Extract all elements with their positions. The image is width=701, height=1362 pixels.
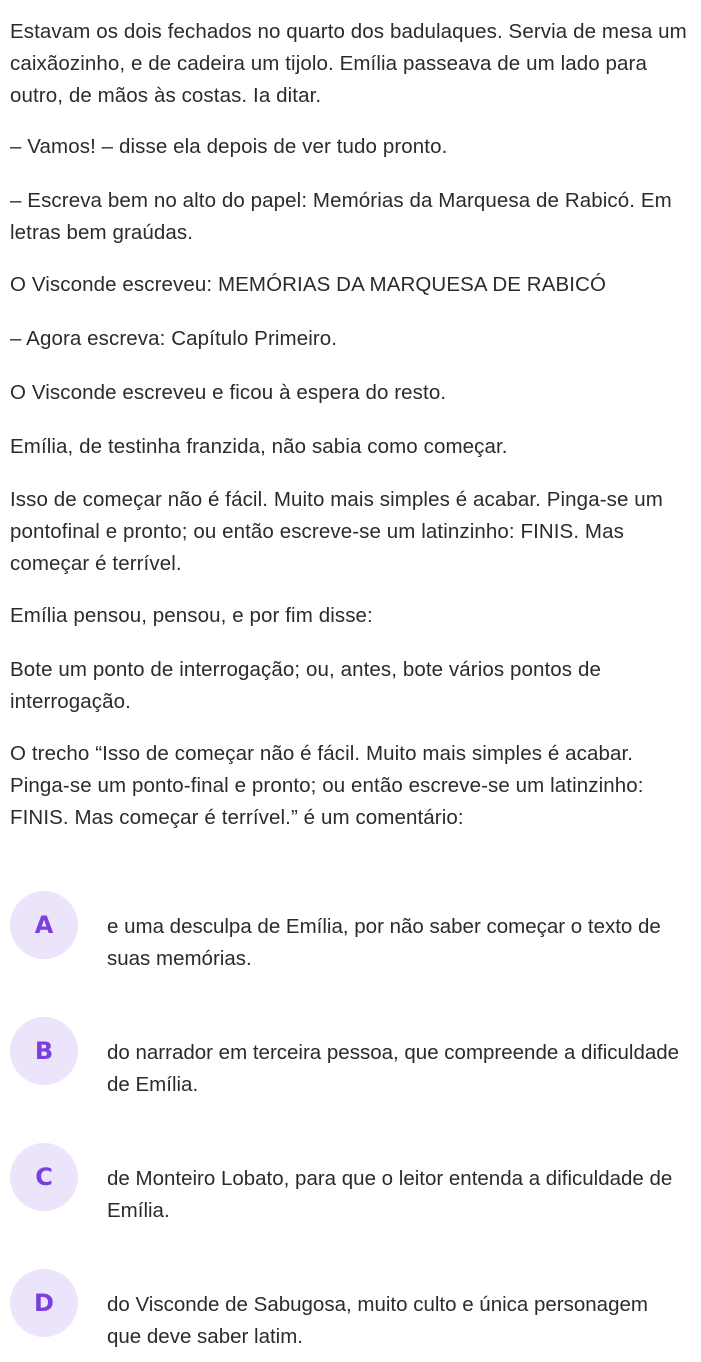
passage-paragraph-10: Bote um ponto de interrogação; ou, antes, bote vários pontos de interrogação. <box>10 658 601 713</box>
option-d-circle[interactable] <box>10 1269 78 1337</box>
passage-paragraph-9: Emília pensou, pensou, e por fim disse: <box>10 604 373 627</box>
option-d-letter: D <box>34 1289 54 1317</box>
option-c-letter: C <box>35 1163 53 1191</box>
option-b-text[interactable]: do narrador em terceira pessoa, que compreende a dificuldade de Emília. <box>107 1041 680 1096</box>
option-b-letter: B <box>34 1037 54 1065</box>
passage-paragraph-3: – Escreva bem no alto do papel: Memórias da Marquesa de Rabicó. Em letras bem graúdas. <box>10 189 672 244</box>
option-b[interactable] <box>10 1017 694 1096</box>
passage-paragraph-2: – Vamos! – disse ela depois de ver tudo pronto. <box>10 135 448 158</box>
option-c[interactable] <box>10 1143 694 1222</box>
passage-paragraph-5: – Agora escreva: Capítulo Primeiro. <box>10 327 338 350</box>
option-a-text[interactable]: e uma desculpa de Emília, por não saber começar o texto de suas memórias. <box>107 915 661 970</box>
option-a-circle[interactable] <box>10 891 78 959</box>
option-c-text[interactable]: de Monteiro Lobato, para que o leitor entenda a dificuldade de Emília. <box>107 1167 673 1222</box>
option-d-text[interactable]: do Visconde de Sabugosa, muito culto e única personagem que deve saber latim. <box>107 1293 648 1348</box>
option-b-circle[interactable] <box>10 1017 78 1085</box>
passage-paragraph-7: Emília, de testinha franzida, não sabia como começar. <box>10 435 508 458</box>
passage-paragraph-8: Isso de começar não é fácil. Muito mais simples é acabar. Pinga-se um pontofinal e pronto; ou então escreve-se um latinzinho: FINIS. Mas começar é terrível. <box>10 488 663 575</box>
passage-paragraph-4: O Visconde escreveu: MEMÓRIAS DA MARQUESA DE RABICÓ <box>10 273 606 296</box>
option-a[interactable] <box>10 891 694 970</box>
question-statement: O trecho “Isso de começar não é fácil. Muito mais simples é acabar. Pinga-se um ponto-final e pronto; ou então escreve-se um latinzinho: FINIS. Mas começar é terrível.” é um comentário: <box>10 742 644 829</box>
option-c-circle[interactable] <box>10 1143 78 1211</box>
passage-paragraph-6: O Visconde escreveu e ficou à espera do resto. <box>10 381 447 404</box>
option-d[interactable] <box>10 1269 694 1348</box>
option-a-letter: A <box>34 911 54 939</box>
passage-paragraph-1: Estavam os dois fechados no quarto dos badulaques. Servia de mesa um caixãozinho, e de cadeira um tijolo. Emília passeava de um lado para outro, de mãos às costas. Ia ditar. <box>10 20 687 107</box>
